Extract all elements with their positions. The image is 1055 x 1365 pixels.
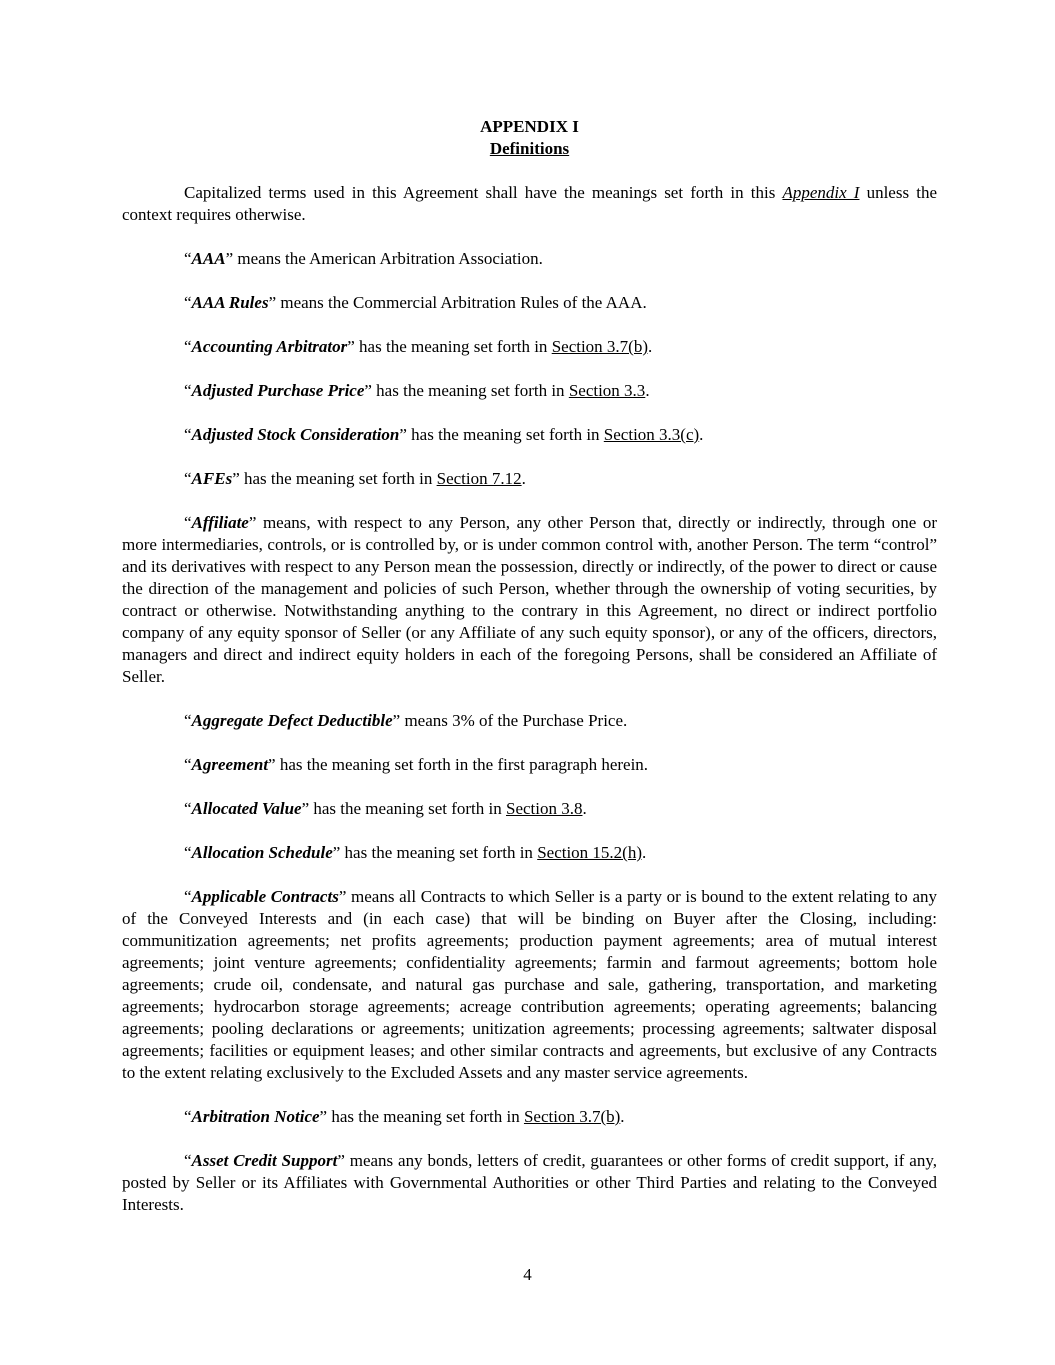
text-segment: “ — [184, 425, 192, 444]
definition-paragraph-asset-credit-support — [122, 1150, 937, 1216]
definition-paragraph-afes — [122, 468, 937, 490]
text-segment: Adjusted Purchase Price — [191, 381, 365, 400]
text-segment: Section 7.12 — [436, 469, 522, 488]
text-segment: Section 15.2(h) — [537, 843, 643, 862]
text-segment: Capitalized terms used in this Agreement shall have the meanings set forth in this — [184, 183, 783, 202]
definition-paragraph-arbitration-notice — [122, 1106, 937, 1128]
definition-paragraph-accounting-arbitrator — [122, 336, 937, 358]
definition-paragraph-agreement — [122, 754, 937, 776]
text-segment: Applicable Contracts — [191, 887, 339, 906]
text-segment: Section 3.8 — [506, 799, 583, 818]
text-segment: . — [582, 799, 587, 818]
text-segment: “ — [184, 337, 192, 356]
definition-paragraph-allocated-value — [122, 798, 937, 820]
text-segment: . — [620, 1107, 625, 1126]
definition-paragraph-adjusted-purchase-price — [122, 380, 937, 402]
text-segment: Affiliate — [191, 513, 249, 532]
text-segment: ” means any bonds, letters of credit, guarantees or other forms of credit support, if any, posted by Seller or its Affiliates with Governmental Authorities or other Third Parties and relating to the Conveyed Interests. — [122, 1151, 937, 1214]
text-segment: . — [648, 337, 653, 356]
text-segment: ” means, with respect to any Person, any other Person that, directly or indirectly, through one or more intermediaries, controls, or is controlled by, or is under common control with, another Person. The term “control” and its derivatives with respect to any Person mean the possession, directly or indirectly, of the power to direct or cause the direction of the management and policies of such Person, whether through the ownership of voting securities, by contract or otherwise. Notwithstanding anything to the contrary in this Agreement, no direct or indirect portfolio company of any equity sponsor of Seller (or any Affiliate of any such equity sponsor), or any of the officers, directors, managers and direct and indirect equity holders in each of the foregoing Persons, shall be considered an Affiliate of Seller. — [122, 513, 937, 686]
text-segment: . — [642, 843, 647, 862]
text-segment: unless the context requires otherwise. — [122, 183, 937, 224]
text-segment: “ — [184, 1107, 192, 1126]
page-number: 4 — [523, 1265, 532, 1284]
definition-paragraph-adjusted-stock-consideration — [122, 424, 937, 446]
definition-paragraph-aaa — [122, 248, 937, 270]
text-segment: ” has the meaning set forth in — [364, 381, 569, 400]
text-segment: Accounting Arbitrator — [191, 337, 348, 356]
text-segment: AFEs — [191, 469, 233, 488]
text-segment: “ — [184, 887, 192, 906]
text-segment: Agreement — [191, 755, 269, 774]
text-segment: ” has the meaning set forth in — [332, 843, 538, 862]
text-segment: “ — [184, 755, 192, 774]
text-segment: “ — [184, 293, 192, 312]
text-segment: Arbitration Notice — [191, 1107, 320, 1126]
text-segment: ” has the meaning set forth in — [347, 337, 552, 356]
document-content — [122, 116, 937, 1216]
text-segment: Section 3.7(b) — [551, 337, 649, 356]
text-segment: AAA — [191, 249, 226, 268]
text-segment: “ — [184, 513, 192, 532]
text-segment: Section 3.3 — [568, 381, 646, 400]
text-segment: Section 3.7(b) — [523, 1107, 621, 1126]
text-segment: Allocated Value — [191, 799, 302, 818]
text-segment: “ — [184, 1151, 192, 1170]
text-segment: Aggregate Defect Deductible — [191, 711, 393, 730]
text-segment: Asset Credit Support — [191, 1151, 338, 1170]
text-segment: ” has the meaning set forth in — [301, 799, 506, 818]
appendix-title: APPENDIX I — [480, 117, 579, 136]
text-segment: Section 3.3(c) — [603, 425, 700, 444]
text-segment: . — [645, 381, 650, 400]
text-segment: “ — [184, 711, 192, 730]
text-segment: ” means all Contracts to which Seller is a party or is bound to the extent relating to any of the Conveyed Interests and (in each case) that will be binding on Buyer after the Closing, including: communitization agreements; net profits agreements; production payment agreements; area of mutual interest agreements; joint venture agreements; confidentiality agreements; farmin and farmout agreements; bottom hole agreements; crude oil, condensate, and natural gas purchase and sale, gathering, transportation, and marketing agreements; hydrocarbon storage agreements; acreage contribution agreements; operating agreements; balancing agreements; pooling declarations or agreements; unitization agreements; processing agreements; saltwater disposal agreements; facilities or equipment leases; and other similar contracts and agreements, but exclusive of any Contracts to the extent relating exclusively to the Excluded Assets and any master service agreements. — [122, 887, 937, 1082]
text-segment: ” has the meaning set forth in — [232, 469, 437, 488]
appendix-subtitle — [122, 138, 937, 160]
text-segment: ” has the meaning set forth in — [319, 1107, 524, 1126]
text-segment: ” means 3% of the Purchase Price. — [392, 711, 628, 730]
text-segment: “ — [184, 381, 192, 400]
text-segment: ” means the Commercial Arbitration Rules of the AAA. — [268, 293, 647, 312]
text-segment: Allocation Schedule — [191, 843, 333, 862]
text-segment: AAA Rules — [191, 293, 269, 312]
text-segment: ” means the American Arbitration Association. — [225, 249, 543, 268]
text-segment: ” has the meaning set forth in — [399, 425, 604, 444]
text-segment: “ — [184, 799, 192, 818]
definition-paragraph-applicable-contracts — [122, 886, 937, 1084]
definition-paragraph-aaa-rules — [122, 292, 937, 314]
definition-paragraph-aggregate-defect-deductible — [122, 710, 937, 732]
definition-paragraph-affiliate — [122, 512, 937, 688]
text-segment: . — [699, 425, 704, 444]
text-segment: “ — [184, 469, 192, 488]
text-segment: Appendix I — [782, 183, 860, 202]
text-segment: “ — [184, 249, 192, 268]
text-segment: Adjusted Stock Consideration — [191, 425, 400, 444]
intro-paragraph — [122, 182, 937, 226]
definition-paragraph-allocation-schedule — [122, 842, 937, 864]
text-segment: ” has the meaning set forth in the first paragraph herein. — [268, 755, 649, 774]
appendix-subtitle-text: Definitions — [489, 139, 570, 158]
text-segment: . — [521, 469, 526, 488]
text-segment: “ — [184, 843, 192, 862]
